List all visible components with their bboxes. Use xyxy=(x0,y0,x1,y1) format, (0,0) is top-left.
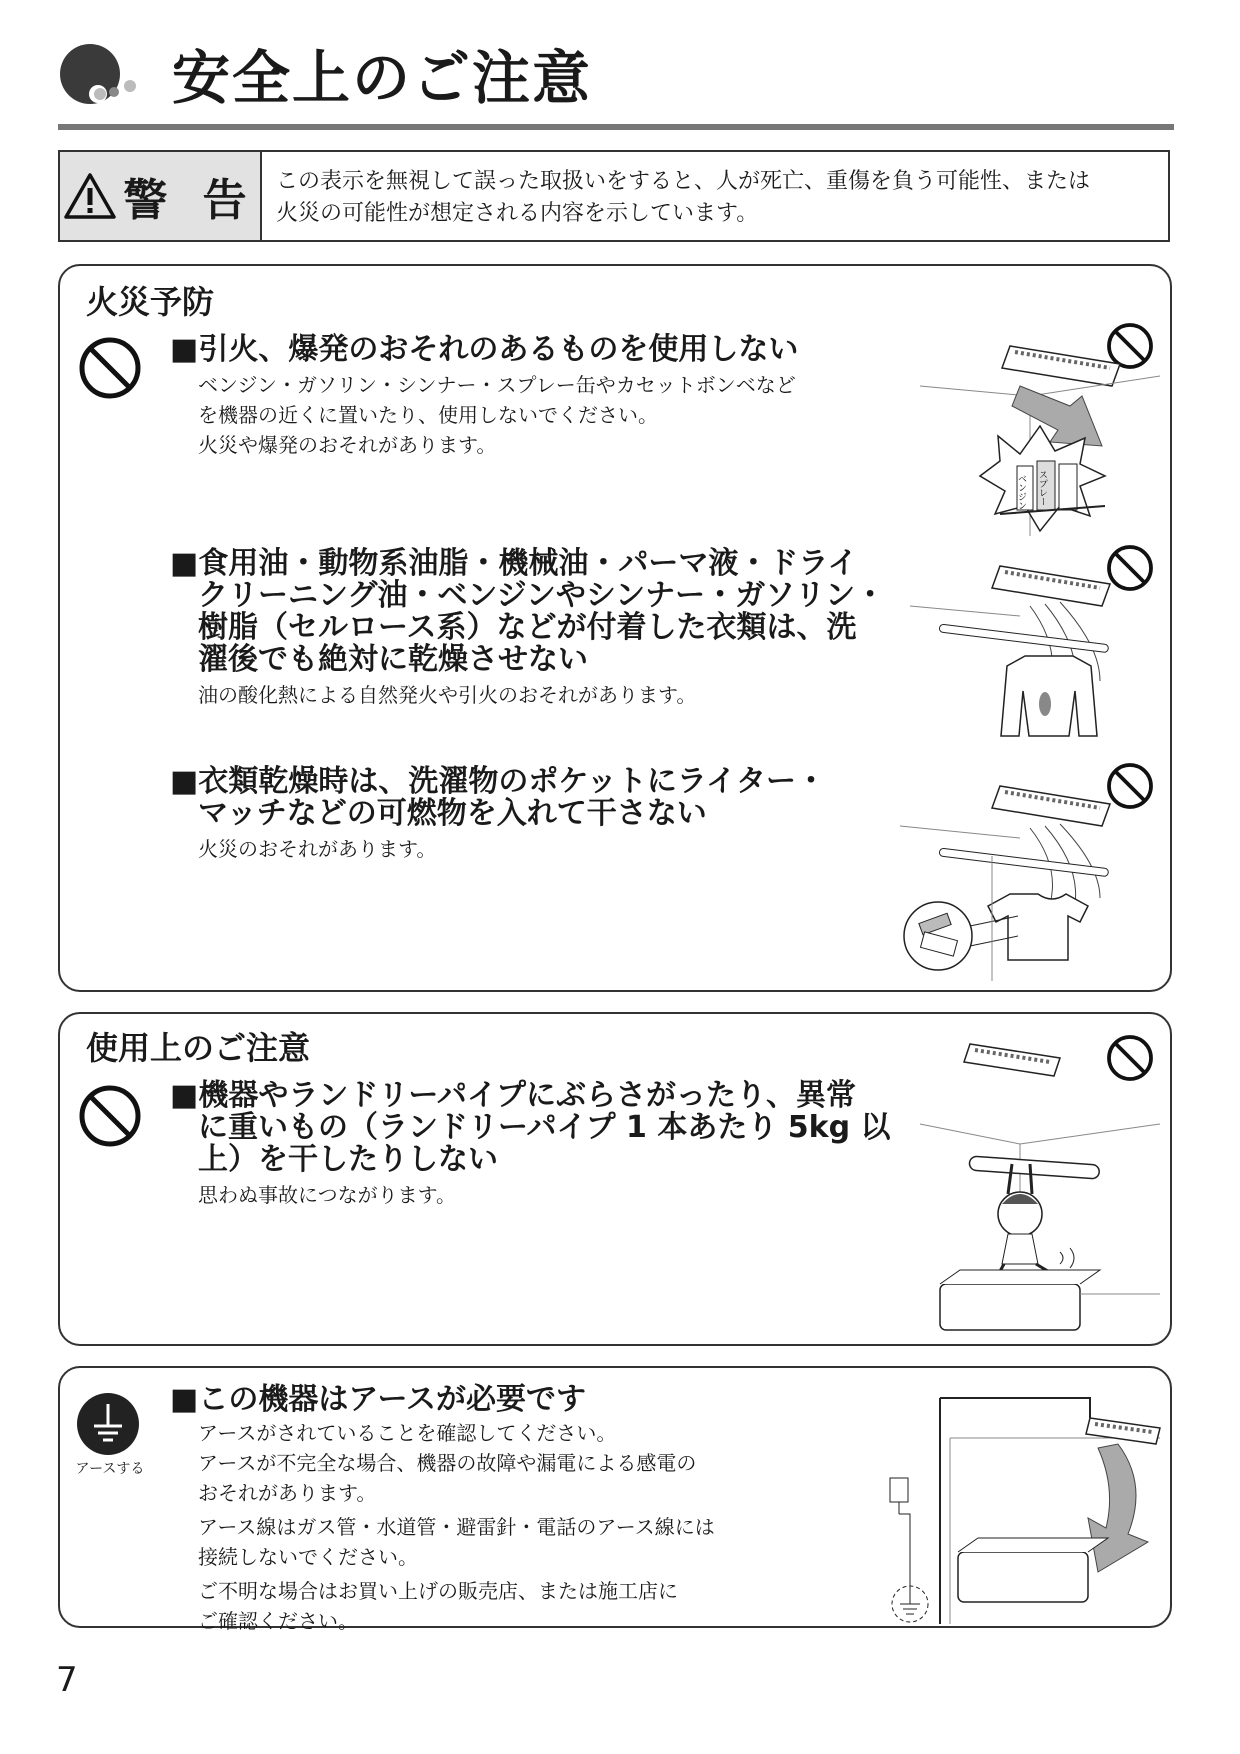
illustration-earth-wiring xyxy=(890,1388,1160,1624)
usage-item: ■機器やランドリーパイプにぶらさがったり、異常 に重いもの（ランドリーパイプ 1 本あたり 5kg 以 上）を干したりしない 思わぬ事故につながります。 xyxy=(170,1078,891,1207)
section-title-fire: 火災予防 xyxy=(86,283,215,321)
warning-label: 警 告 xyxy=(123,175,257,226)
warning-description: この表示を無視して誤った取扱いをすると、人が死亡、重傷を負う可能性、または 火災の可能性が想定される内容を示しています。 xyxy=(276,169,1091,226)
illus-label-spray: スプレー xyxy=(1037,470,1047,506)
fire-prevention-panel xyxy=(58,264,1172,992)
warning-triangle-icon xyxy=(63,172,117,220)
illustration-hanging-workwear xyxy=(910,566,1160,736)
warning-label-box xyxy=(60,152,262,240)
illus-label-benzine: ベンジン xyxy=(1016,474,1026,510)
header-rule xyxy=(58,124,1174,130)
prohibited-icon xyxy=(78,336,142,400)
section-title-usage: 使用上のご注意 xyxy=(86,1029,311,1067)
warning-legend xyxy=(58,150,1170,242)
page-title: 安全上のご注意 xyxy=(172,44,593,112)
fire-item-3: ■衣類乾燥時は、洗濯物のポケットにライター・ マッチなどの可燃物を入れて干さない 火災のおそれがあります。 xyxy=(170,764,826,861)
illustration-spray-cans xyxy=(920,346,1160,536)
header-bullet-icon xyxy=(58,40,144,112)
fire-item-2: ■食用油・動物系油脂・機械油・パーマ液・ドライ クリーニング油・ベンジンやシンナー・ガソリン・ 樹脂（セルロース系）などが付着した衣類は、洗 濯後でも絶対に乾燥させない 油の酸化熱による自然発火や引火のおそれがあります。 xyxy=(170,546,886,707)
ground-caption: アースする xyxy=(75,1461,145,1477)
illustration-child-hanging xyxy=(920,1034,1160,1334)
fire-item-1: ■引火、爆発のおそれのあるものを使用しない ベンジン・ガソリン・シンナー・スプレー缶やカセットボンベなど を機器の近くに置いたり、使用しないでください。 火災や爆発のおそれがあります。 xyxy=(170,332,799,457)
page-number: 7 xyxy=(56,1660,78,1700)
ground-icon xyxy=(76,1392,140,1456)
illustration-shirt-with-lighter xyxy=(900,786,1160,981)
prohibited-icon xyxy=(78,1084,142,1148)
earth-panel xyxy=(58,1366,1172,1633)
earth-item: ■この機器はアースが必要です アースがされていることを確認してください。 アースが不完全な場合、機器の故障や漏電による感電の おそれがあります。 アース線はガス管・水道管・避雷針・電話のアース線には 接続しないでください。 ご不明な場合はお買い上げの販売店、または施工店に ご確認ください。 xyxy=(170,1382,715,1633)
usage-caution-panel xyxy=(58,1012,1172,1346)
